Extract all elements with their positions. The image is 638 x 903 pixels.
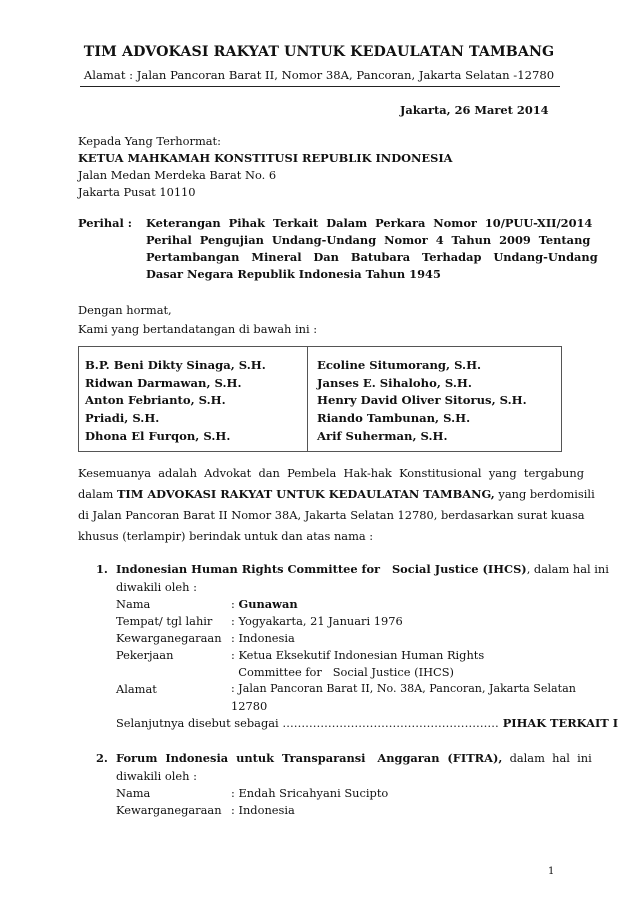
advocate-name: Dhona El Furqon, S.H. (85, 428, 231, 443)
party-name-tail: dalam hal ini (502, 751, 592, 765)
field-value: : Indonesia (231, 803, 295, 817)
letterhead-title: TIM ADVOKASI RAKYAT UNTUK KEDAULATAN TAMBANG (83, 44, 555, 60)
subject-line-2: Perihal Pengujian Undang-Undang Nomor 4 Tahun 2009 Tentang (146, 233, 591, 247)
field-value: : Yogyakarta, 21 Januari 1976 (231, 614, 403, 628)
field-label: Alamat (116, 682, 157, 696)
subject-line-4: Dasar Negara Republik Indonesia Tahun 1945 (146, 267, 441, 281)
body-line-1: Kesemuanya adalah Advokat dan Pembela Hak-hak Konstitusional yang tergabung (78, 466, 585, 480)
designation-role: PIHAK TERKAIT I (498, 716, 619, 730)
field-label: Kewarganegaraan (116, 803, 222, 817)
advocate-list-box (78, 346, 562, 452)
page-number: 1 (548, 866, 555, 877)
body-text: yang berdomisili (494, 487, 595, 501)
field-label: Nama (116, 786, 151, 800)
recipient-salutation: Kepada Yang Terhormat: (78, 134, 221, 148)
recipient-city: Jakarta Pusat 10110 (78, 185, 196, 199)
field-label: Tempat/ tgl lahir (116, 614, 213, 628)
advocate-box-divider (307, 347, 308, 451)
intro-line: Kami yang bertandatangan di bawah ini : (78, 322, 318, 336)
party-represented: diwakili oleh : (116, 580, 197, 594)
body-line-4: khusus (terlampir) berindak untuk dan atas nama : (78, 529, 374, 543)
body-line-2 (78, 487, 595, 501)
recipient-street: Jalan Medan Merdeka Barat No. 6 (78, 168, 277, 182)
advocate-name: Ecoline Situmorang, S.H. (317, 358, 482, 372)
party-name-line (116, 751, 592, 765)
party-represented: diwakili oleh : (116, 769, 197, 783)
field-value (231, 597, 298, 611)
advocate-name: Ridwan Darmawan, S.H. (85, 375, 242, 390)
field-value: : Indonesia (231, 631, 295, 645)
party-name: Forum Indonesia untuk Transparansi Anggaran (FITRA), (116, 751, 503, 765)
subject-label: Perihal : (78, 216, 132, 230)
field-colon: : (231, 597, 239, 611)
advocate-name: Arif Suherman, S.H. (317, 428, 448, 443)
advocate-name: Priadi, S.H. (85, 411, 160, 426)
advocate-name: Anton Febrianto, S.H. (85, 393, 226, 408)
field-label: Kewarganegaraan (116, 631, 222, 645)
advocate-name: Riando Tambunan, S.H. (317, 411, 471, 426)
subject-line-3: Pertambangan Mineral Dan Batubara Terhadap Undang-Undang (146, 250, 598, 264)
field-value: : Endah Sricahyani Sucipto (231, 786, 389, 800)
advocate-name: B.P. Beni Dikty Sinaga, S.H. (85, 358, 266, 372)
field-label: Pekerjaan (116, 648, 174, 662)
recipient-name: KETUA MAHKAMAH KONSTITUSI REPUBLIK INDONESIA (78, 151, 453, 165)
party-name-tail: , dalam hal ini (526, 562, 609, 576)
advocate-name: Janses E. Sihaloho, S.H. (317, 375, 472, 390)
advocate-list-left (85, 357, 266, 446)
advocate-name: Henry David Oliver Sitorus, S.H. (317, 393, 527, 408)
field-value: : Jalan Pancoran Barat II, No. 38A, Pancoran, Jakarta Selatan (231, 682, 576, 695)
advocate-list-right (317, 357, 527, 446)
party-name-line (116, 562, 609, 576)
party-number: 1. (96, 562, 108, 576)
field-value-continued: Committee for Social Justice (IHCS) (231, 665, 454, 679)
designation-leader-dots: ………………………………………………… (282, 716, 499, 730)
party-number: 2. (96, 751, 108, 765)
body-text: dalam (78, 487, 117, 501)
letter-date: Jakarta, 26 Maret 2014 (400, 103, 549, 117)
letterhead-rule (80, 86, 560, 87)
letterhead-address: Alamat : Jalan Pancoran Barat II, Nomor 38A, Pancoran, Jakarta Selatan -12780 (83, 68, 555, 82)
body-org-name: TIM ADVOKASI RAKYAT UNTUK KEDAULATAN TAMBANG, (116, 487, 495, 501)
body-line-3: di Jalan Pancoran Barat II Nomor 38A, Jakarta Selatan 12780, berdasarkan surat kuasa (78, 508, 585, 522)
representative-name: Gunawan (238, 597, 298, 611)
subject-line-1: Keterangan Pihak Terkait Dalam Perkara Nomor 10/PUU-XII/2014 (146, 216, 593, 230)
field-value-continued: 12780 (231, 699, 268, 713)
party-designation (116, 716, 618, 730)
greeting: Dengan hormat, (78, 303, 172, 317)
field-value: : Ketua Eksekutif Indonesian Human Rights (231, 648, 485, 662)
field-label: Nama (116, 597, 151, 611)
party-name: Indonesian Human Rights Committee for Social Justice (IHCS) (116, 562, 527, 576)
designation-text: Selanjutnya disebut sebagai (116, 716, 283, 730)
